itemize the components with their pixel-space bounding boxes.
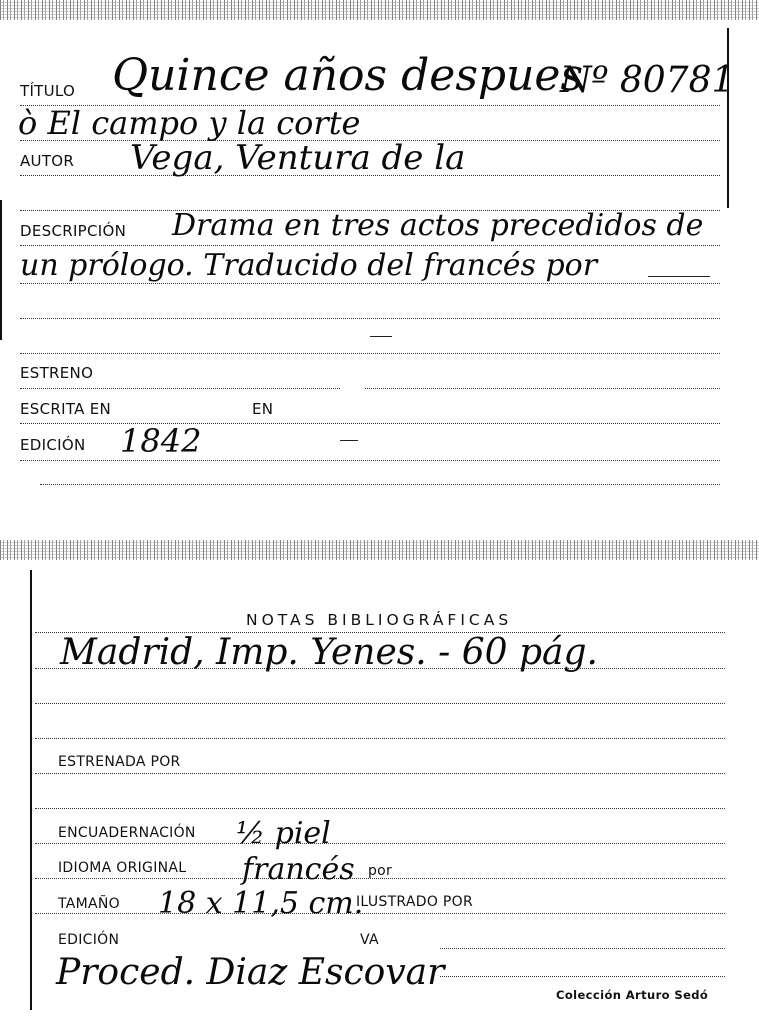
- label-escrita-en: ESCRITA EN: [20, 400, 112, 418]
- handwritten-description-line1: Drama en tres actos precedidos de: [172, 208, 704, 243]
- label-estrenada-por: ESTRENADA POR: [58, 754, 181, 770]
- label-va: VA: [360, 932, 379, 948]
- card-edge-texture: [0, 0, 759, 20]
- handwritten-notes: Madrid, Imp. Yenes. - 60 pág.: [60, 632, 598, 673]
- form-rule: [40, 484, 720, 485]
- label-idioma-original: IDIOMA ORIGINAL: [58, 860, 187, 876]
- handwritten-size: 18 x 11,5 cm.: [158, 886, 364, 921]
- card-edge-line: [0, 200, 2, 340]
- form-rule: [35, 738, 725, 739]
- handwritten-catalog-number: Nº 80781: [560, 60, 735, 101]
- form-rule: [365, 388, 720, 389]
- label-encuadernacion: ENCUADERNACIÓN: [58, 825, 196, 841]
- label-estreno: ESTRENO: [20, 364, 94, 382]
- handwritten-binding: ½ piel: [236, 816, 331, 851]
- label-edicion-back: EDICIÓN: [58, 932, 120, 948]
- form-rule: [440, 976, 725, 977]
- form-rule: [20, 245, 720, 246]
- handwritten-description-line2: un prólogo. Traducido del francés por: [20, 248, 598, 283]
- form-rule: [20, 353, 720, 354]
- label-ilustrado-por: ILUSTRADO POR: [356, 894, 473, 910]
- pen-mark: [340, 440, 358, 441]
- handwritten-edition-year: 1842: [120, 422, 202, 460]
- handwritten-title-line2: ò El campo y la corte: [18, 104, 361, 142]
- card-edge-line: [727, 28, 729, 208]
- card-edge-line: [30, 570, 32, 1010]
- form-rule: [20, 460, 720, 461]
- handwritten-provenance: Proced. Diaz Escovar: [56, 952, 445, 993]
- notes-heading: NOTAS BIBLIOGRÁFICAS: [246, 611, 513, 629]
- form-rule: [35, 773, 725, 774]
- catalog-card-back: [0, 540, 759, 1028]
- form-rule: [20, 283, 720, 284]
- form-rule: [35, 913, 725, 914]
- pen-mark: [370, 336, 392, 337]
- label-edicion: EDICIÓN: [20, 436, 86, 454]
- form-rule: [35, 808, 725, 809]
- handwritten-title-line1: Quince años despues: [112, 50, 584, 101]
- label-autor: AUTOR: [20, 152, 75, 170]
- form-rule: [35, 703, 725, 704]
- label-titulo: TÍTULO: [20, 82, 76, 100]
- label-por: por: [368, 863, 393, 879]
- form-rule: [20, 318, 720, 319]
- handwritten-dash: [648, 276, 710, 277]
- form-rule: [440, 948, 725, 949]
- form-rule: [35, 843, 725, 844]
- handwritten-original-language: francés: [242, 852, 355, 887]
- card-edge-texture: [0, 540, 759, 560]
- handwritten-author: Vega, Ventura de la: [130, 138, 466, 178]
- catalog-card-front: [0, 0, 759, 498]
- label-tamano: TAMAÑO: [58, 896, 120, 912]
- form-rule: [20, 388, 340, 389]
- collection-footer: Colección Arturo Sedó: [556, 988, 709, 1002]
- label-descripcion: DESCRIPCIÓN: [20, 222, 127, 240]
- label-en: EN: [252, 400, 274, 418]
